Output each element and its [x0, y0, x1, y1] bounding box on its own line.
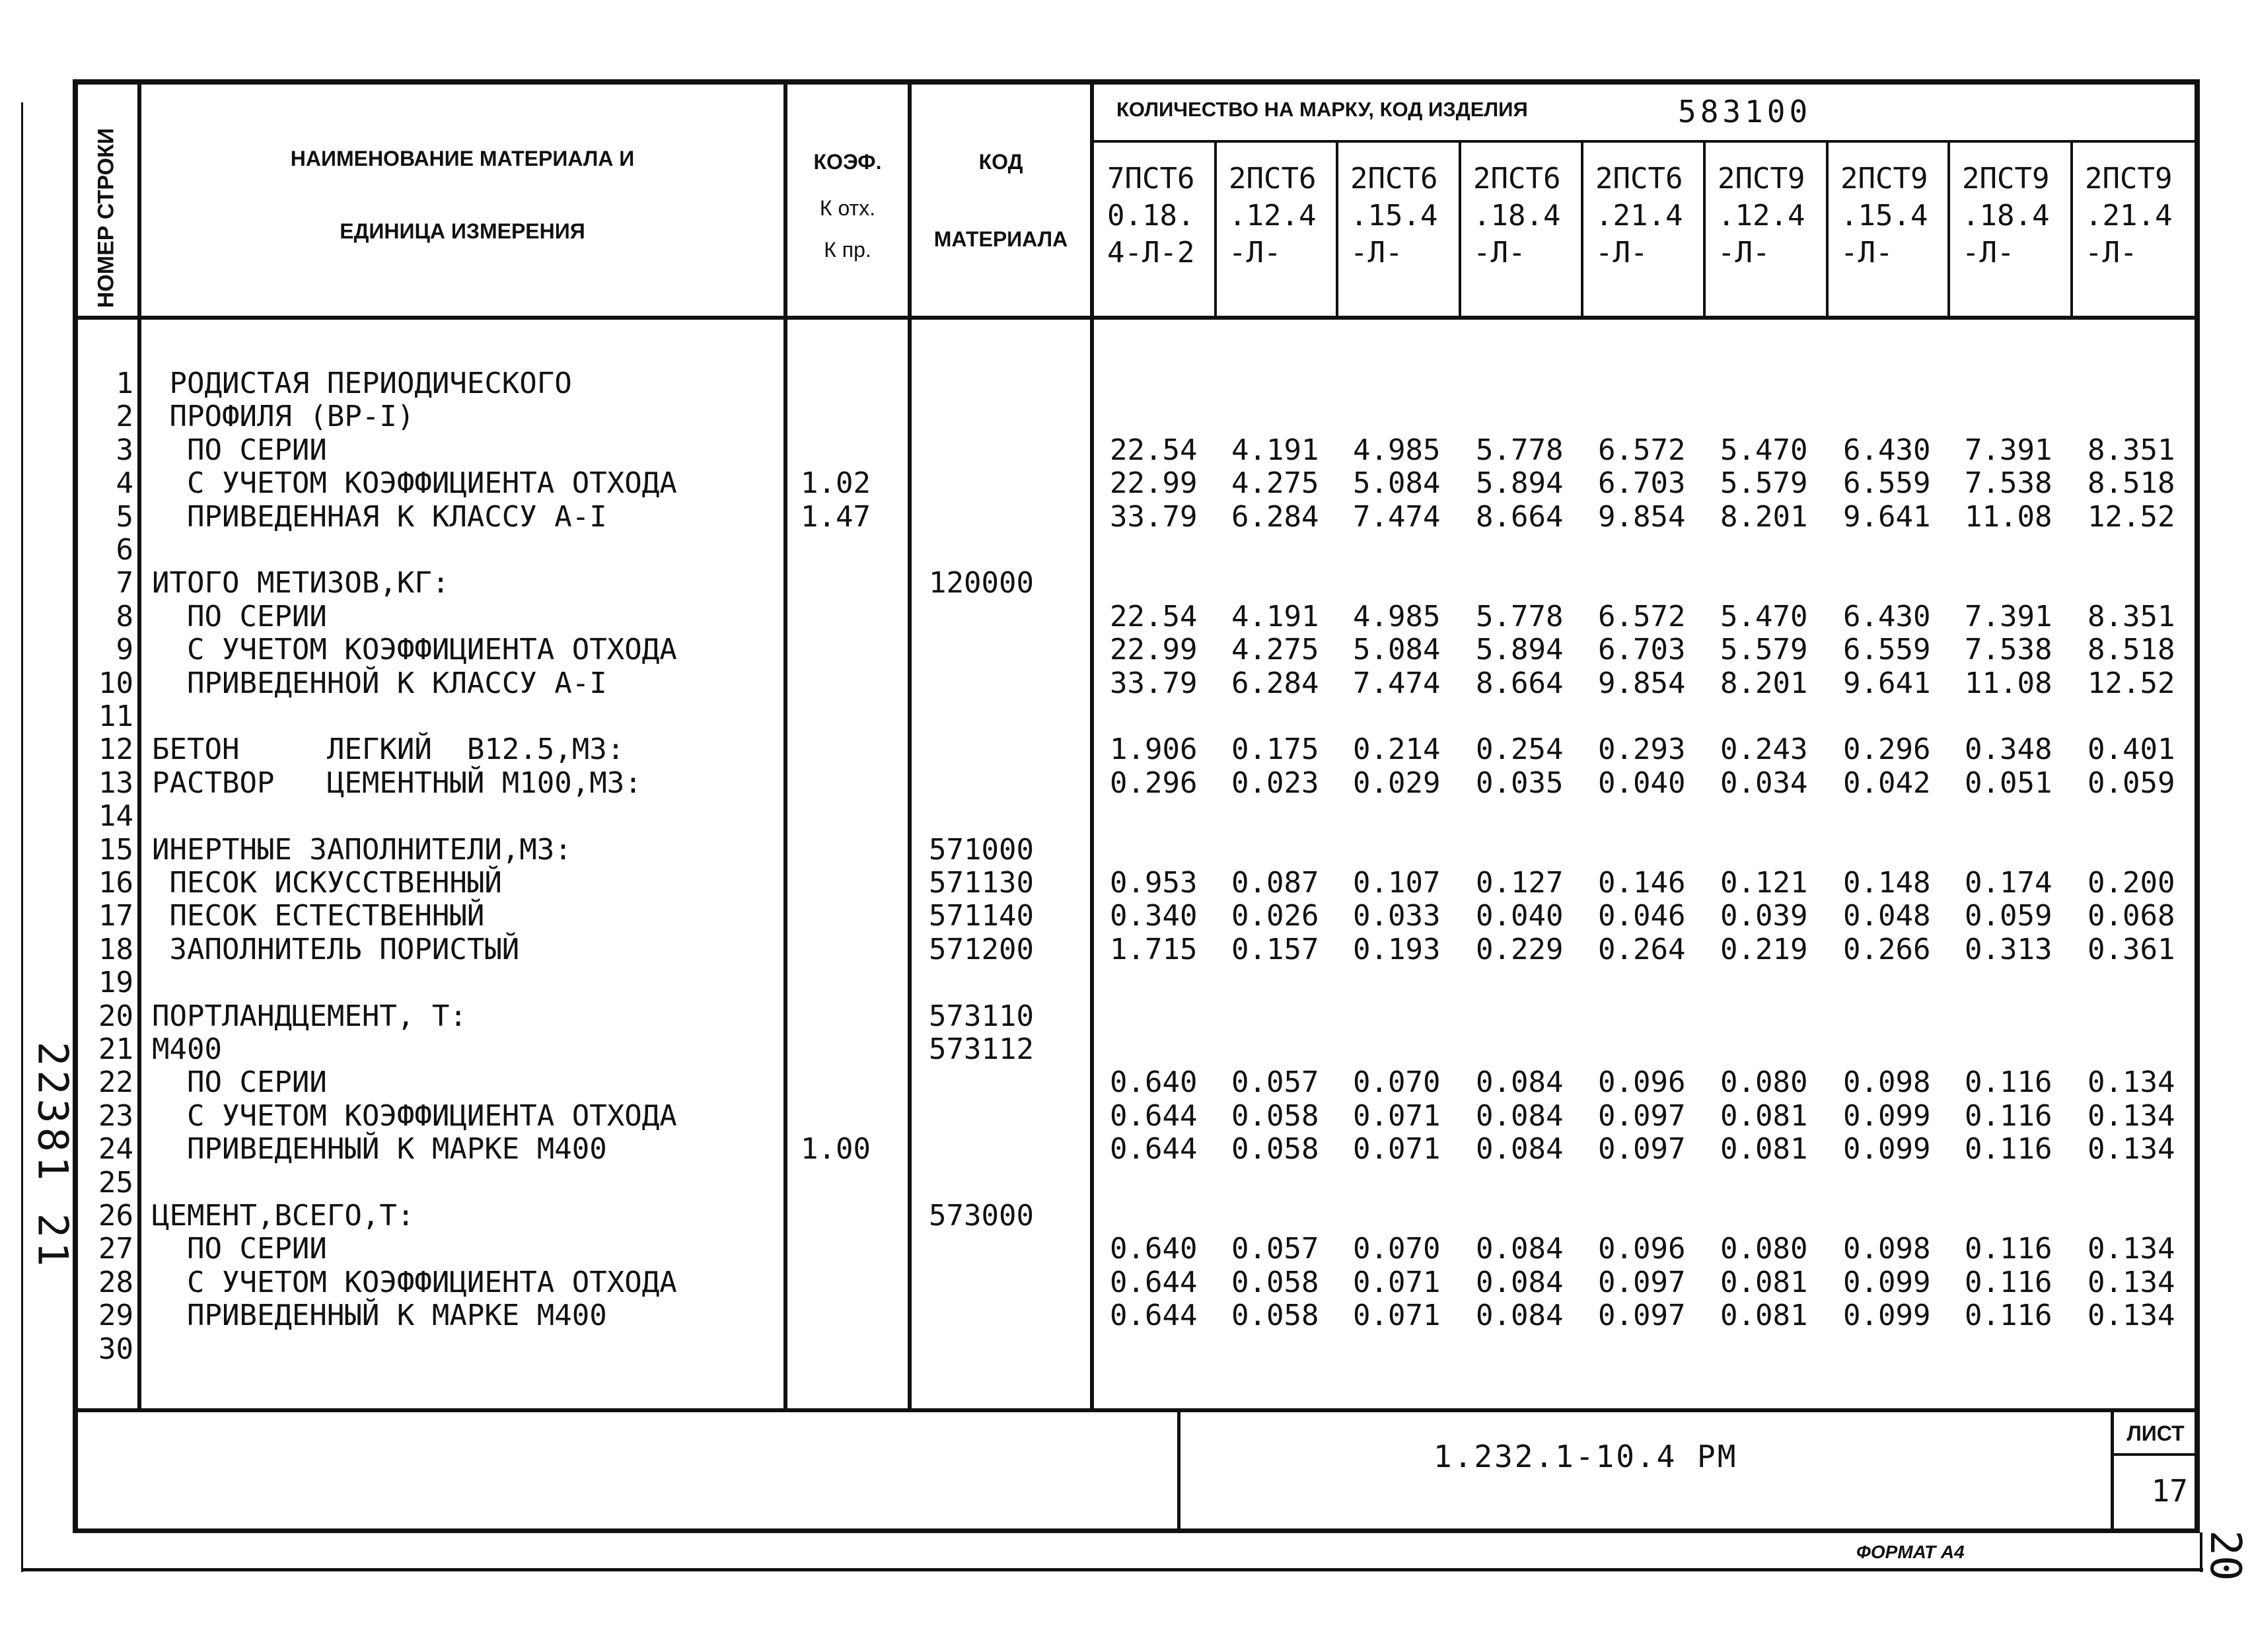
quantity-value: 0.034 — [1720, 766, 1808, 800]
product-mark-8-line-1: 2ПСТ9 — [1962, 162, 2050, 196]
material-name: М400 — [152, 1032, 222, 1066]
quantity-value: 0.071 — [1353, 1132, 1441, 1166]
quantity-value: 5.778 — [1476, 433, 1564, 467]
quantity-value: 7.391 — [1965, 433, 2052, 467]
quantity-value: 0.058 — [1231, 1266, 1319, 1299]
material-name: РАСТВОР ЦЕМЕНТНЫЙ М100,М3: — [152, 766, 642, 800]
row-number: 30 — [98, 1332, 133, 1366]
quantity-value: 0.058 — [1231, 1132, 1319, 1166]
coef-value: 1.00 — [801, 1132, 871, 1166]
code-header-line1: КОД — [978, 150, 1023, 174]
quantity-value: 0.348 — [1965, 733, 2052, 766]
quantity-value: 9.854 — [1598, 666, 1686, 700]
quantity-value: 0.116 — [1965, 1232, 2052, 1266]
product-mark-5-line-2: .21.4 — [1595, 199, 1683, 233]
quantity-value: 0.116 — [1965, 1132, 2052, 1166]
quantity-value: 0.200 — [2088, 866, 2175, 900]
quantity-value: 0.644 — [1110, 1099, 1198, 1133]
quantity-value: 0.084 — [1476, 1266, 1564, 1299]
quantity-value: 0.046 — [1598, 899, 1686, 933]
quantity-value: 0.023 — [1231, 766, 1319, 800]
material-name: С УЧЕТОМ КОЭФФИЦИЕНТА ОТХОДА — [152, 633, 677, 666]
product-code: 583100 — [1678, 94, 1812, 129]
quantity-value: 6.430 — [1843, 433, 1931, 467]
quantity-value: 8.518 — [2088, 466, 2175, 500]
row-number: 26 — [98, 1199, 133, 1233]
row-number: 11 — [98, 700, 133, 733]
product-mark-3-line-1: 2ПСТ6 — [1350, 162, 1438, 196]
product-mark-7-line-3: -Л- — [1840, 236, 1893, 269]
format-label: ФОРМАТ А4 — [1856, 1542, 1965, 1562]
row-number: 22 — [98, 1065, 133, 1099]
quantity-value: 7.538 — [1965, 633, 2052, 666]
product-mark-2-line-1: 2ПСТ6 — [1229, 162, 1317, 196]
quantity-value: 0.193 — [1353, 933, 1441, 966]
quantity-value: 0.087 — [1231, 866, 1319, 900]
quantity-value: 8.201 — [1720, 666, 1808, 700]
quantity-value: 0.068 — [2088, 899, 2175, 933]
row-number: 19 — [98, 966, 133, 999]
quantity-value: 9.854 — [1598, 500, 1686, 534]
quantity-value: 0.084 — [1476, 1132, 1564, 1166]
row-number: 20 — [98, 999, 133, 1033]
footer-rule-3 — [2111, 1453, 2198, 1456]
quantity-value: 1.715 — [1110, 933, 1198, 966]
quantity-value: 9.641 — [1843, 500, 1931, 534]
coef-value: 1.02 — [801, 466, 871, 500]
material-code: 573112 — [929, 1032, 1034, 1066]
quantity-value: 0.644 — [1110, 1299, 1198, 1332]
material-name: ИТОГО МЕТИЗОВ,КГ: — [152, 566, 450, 600]
quantity-value: 12.52 — [2088, 500, 2175, 534]
quantity-value: 0.059 — [2088, 766, 2175, 800]
material-name: ПРИВЕДЕННАЯ К КЛАССУ А-I — [152, 500, 607, 534]
quantity-value: 0.296 — [1843, 733, 1931, 766]
row-number: 29 — [98, 1299, 133, 1332]
quantity-value: 4.275 — [1231, 633, 1319, 666]
quantity-value: 0.296 — [1110, 766, 1198, 800]
product-mark-6-line-3: -Л- — [1718, 236, 1770, 269]
quantity-value: 0.134 — [2088, 1232, 2175, 1266]
quantity-value: 0.134 — [2088, 1266, 2175, 1299]
quantity-value: 5.579 — [1720, 633, 1808, 666]
product-mark-1-line-3: 4-Л-2 — [1107, 236, 1195, 269]
table-bottom-line — [73, 1408, 2200, 1412]
product-col-rule — [2070, 141, 2073, 317]
document-code: 1.232.1-10.4 РМ — [1434, 1439, 1738, 1474]
product-mark-4-line-3: -Л- — [1473, 236, 1526, 269]
product-mark-9-line-3: -Л- — [2085, 236, 2138, 269]
quantity-value: 5.579 — [1720, 466, 1808, 500]
quantity-value: 0.640 — [1110, 1232, 1198, 1266]
material-name: ПОРТЛАНДЦЕМЕНТ, Т: — [152, 999, 467, 1033]
quantity-value: 0.035 — [1476, 766, 1564, 800]
quantity-value: 0.401 — [2088, 733, 2175, 766]
sheet-label: ЛИСТ — [2126, 1421, 2185, 1445]
quantity-value: 0.058 — [1231, 1299, 1319, 1332]
quantity-value: 0.313 — [1965, 933, 2052, 966]
quantity-value: 0.071 — [1353, 1299, 1441, 1332]
row-number: 7 — [116, 566, 133, 600]
material-code: 571140 — [929, 899, 1034, 933]
quantity-value: 8.351 — [2088, 600, 2175, 633]
material-code: 571000 — [929, 833, 1034, 867]
material-name: ПО СЕРИИ — [152, 1232, 327, 1266]
quantity-value: 0.644 — [1110, 1266, 1198, 1299]
material-code: 573110 — [929, 999, 1034, 1033]
product-mark-8-line-3: -Л- — [1962, 236, 2015, 269]
header-bottom-line — [73, 316, 2200, 320]
row-number: 28 — [98, 1266, 133, 1299]
quantity-value: 0.099 — [1843, 1099, 1931, 1133]
quantity-value: 0.148 — [1843, 866, 1931, 900]
quantity-value: 12.52 — [2088, 666, 2175, 700]
quantity-value: 0.116 — [1965, 1266, 2052, 1299]
quantity-value: 6.430 — [1843, 600, 1931, 633]
coef-header-line3: К пр. — [824, 238, 871, 262]
quantity-value: 0.146 — [1598, 866, 1686, 900]
quantity-header: КОЛИЧЕСТВО НА МАРКУ, КОД ИЗДЕЛИЯ — [1116, 98, 1528, 121]
quantity-value: 0.254 — [1476, 733, 1564, 766]
material-name: С УЧЕТОМ КОЭФФИЦИЕНТА ОТХОДА — [152, 466, 677, 500]
quantity-value: 4.275 — [1231, 466, 1319, 500]
quantity-value: 0.029 — [1353, 766, 1441, 800]
quantity-value: 7.474 — [1353, 666, 1441, 700]
material-name: ПО СЕРИИ — [152, 433, 327, 467]
quantity-value: 0.057 — [1231, 1065, 1319, 1099]
product-mark-6-line-2: .12.4 — [1718, 199, 1805, 233]
quantity-value: 0.058 — [1231, 1099, 1319, 1133]
quantity-value: 0.081 — [1720, 1132, 1808, 1166]
material-name: ЗАПОЛНИТЕЛЬ ПОРИСТЫЙ — [152, 933, 520, 966]
quantity-value: 5.894 — [1476, 466, 1564, 500]
quantity-value: 0.084 — [1476, 1065, 1564, 1099]
row-number: 1 — [116, 367, 133, 400]
quantity-value: 0.084 — [1476, 1232, 1564, 1266]
quantity-value: 0.098 — [1843, 1065, 1931, 1099]
row-number: 25 — [98, 1166, 133, 1200]
quantity-value: 0.070 — [1353, 1232, 1441, 1266]
quantity-value: 0.040 — [1476, 899, 1564, 933]
quantity-value: 0.229 — [1476, 933, 1564, 966]
quantity-value: 0.081 — [1720, 1299, 1808, 1332]
quantity-value: 6.572 — [1598, 600, 1686, 633]
product-col-rule — [1459, 141, 1461, 317]
product-col-rule — [1336, 141, 1338, 317]
material-name: ПРИВЕДЕННЫЙ К МАРКЕ М400 — [152, 1299, 607, 1332]
product-mark-2-line-2: .12.4 — [1229, 199, 1317, 233]
quantity-value: 0.080 — [1720, 1232, 1808, 1266]
product-mark-9-line-2: .21.4 — [2085, 199, 2173, 233]
quantity-value: 22.54 — [1110, 433, 1198, 467]
quantity-header-line — [1091, 140, 2200, 143]
quantity-value: 0.214 — [1353, 733, 1441, 766]
quantity-value: 0.116 — [1965, 1299, 2052, 1332]
quantity-value: 33.79 — [1110, 666, 1198, 700]
row-number-header: НОМЕР СТРОКИ — [93, 127, 119, 308]
product-mark-7-line-2: .15.4 — [1840, 199, 1928, 233]
row-number: 13 — [98, 766, 133, 800]
quantity-value: 6.703 — [1598, 633, 1686, 666]
product-mark-4-line-1: 2ПСТ6 — [1473, 162, 1561, 196]
col-rule-2 — [783, 79, 787, 1410]
quantity-value: 0.097 — [1598, 1299, 1686, 1332]
material-code: 571200 — [929, 933, 1034, 966]
material-name: ПРОФИЛЯ (ВР-I) — [152, 400, 415, 433]
quantity-value: 0.264 — [1598, 933, 1686, 966]
quantity-value: 0.953 — [1110, 866, 1198, 900]
product-col-rule — [1214, 141, 1217, 317]
product-mark-9-line-1: 2ПСТ9 — [2085, 162, 2173, 196]
quantity-value: 0.116 — [1965, 1065, 2052, 1099]
quantity-value: 0.157 — [1231, 933, 1319, 966]
quantity-value: 0.266 — [1843, 933, 1931, 966]
quantity-value: 0.096 — [1598, 1232, 1686, 1266]
name-header-line2: ЕДИНИЦА ИЗМЕРЕНИЯ — [340, 219, 585, 243]
outer-frame-top — [73, 79, 2200, 85]
material-name: ПРИВЕДЕННЫЙ К МАРКЕ М400 — [152, 1132, 607, 1166]
col-rule-3 — [908, 79, 912, 1410]
quantity-value: 0.040 — [1598, 766, 1686, 800]
row-number: 21 — [98, 1032, 133, 1066]
quantity-value: 5.470 — [1720, 600, 1808, 633]
row-number: 4 — [116, 466, 133, 500]
quantity-value: 0.059 — [1965, 899, 2052, 933]
quantity-value: 6.284 — [1231, 666, 1319, 700]
quantity-value: 5.894 — [1476, 633, 1564, 666]
quantity-value: 0.219 — [1720, 933, 1808, 966]
material-name: ИНЕРТНЫЕ ЗАПОЛНИТЕЛИ,М3: — [152, 833, 572, 867]
product-col-rule — [1826, 141, 1829, 317]
quantity-value: 0.071 — [1353, 1099, 1441, 1133]
row-number: 18 — [98, 933, 133, 966]
product-mark-3-line-2: .15.4 — [1350, 199, 1438, 233]
quantity-value: 22.99 — [1110, 466, 1198, 500]
material-name: ПО СЕРИИ — [152, 1065, 327, 1099]
outer-frame-right — [2195, 79, 2200, 1532]
outer-frame-bottom — [73, 1528, 2200, 1533]
quantity-value: 8.518 — [2088, 633, 2175, 666]
quantity-value: 8.201 — [1720, 500, 1808, 534]
material-name: С УЧЕТОМ КОЭФФИЦИЕНТА ОТХОДА — [152, 1099, 677, 1133]
material-name: БЕТОН ЛЕГКИЙ В12.5,М3: — [152, 733, 625, 766]
col-rule-1 — [137, 79, 141, 1410]
quantity-value: 4.191 — [1231, 433, 1319, 467]
quantity-value: 0.175 — [1231, 733, 1319, 766]
quantity-value: 0.243 — [1720, 733, 1808, 766]
quantity-value: 5.084 — [1353, 466, 1441, 500]
product-col-rule — [1581, 141, 1583, 317]
quantity-value: 0.174 — [1965, 866, 2052, 900]
quantity-value: 0.051 — [1965, 766, 2052, 800]
quantity-value: 0.134 — [2088, 1132, 2175, 1166]
material-code: 120000 — [929, 566, 1034, 600]
quantity-value: 1.906 — [1110, 733, 1198, 766]
material-name: ПЕСОК ЕСТЕСТВЕННЫЙ — [152, 899, 485, 933]
material-name: ПО СЕРИИ — [152, 600, 327, 633]
quantity-value: 0.084 — [1476, 1099, 1564, 1133]
material-code: 573000 — [929, 1199, 1034, 1233]
quantity-value: 0.084 — [1476, 1299, 1564, 1332]
quantity-value: 0.099 — [1843, 1266, 1931, 1299]
quantity-value: 0.099 — [1843, 1299, 1931, 1332]
coef-header-line1: КОЭФ. — [813, 150, 882, 174]
trim-bottom-line — [23, 1568, 2203, 1571]
product-mark-5-line-1: 2ПСТ6 — [1595, 162, 1683, 196]
quantity-value: 4.985 — [1353, 600, 1441, 633]
row-number: 8 — [116, 600, 133, 633]
row-number: 5 — [116, 500, 133, 534]
quantity-value: 0.070 — [1353, 1065, 1441, 1099]
quantity-value: 0.081 — [1720, 1266, 1808, 1299]
product-mark-6-line-1: 2ПСТ9 — [1718, 162, 1805, 196]
quantity-value: 6.572 — [1598, 433, 1686, 467]
material-name: ПРИВЕДЕННОЙ К КЛАССУ А-I — [152, 666, 607, 700]
quantity-value: 5.470 — [1720, 433, 1808, 467]
quantity-value: 6.284 — [1231, 500, 1319, 534]
quantity-value: 6.559 — [1843, 466, 1931, 500]
quantity-value: 5.084 — [1353, 633, 1441, 666]
row-number: 3 — [116, 433, 133, 467]
quantity-value: 0.097 — [1598, 1266, 1686, 1299]
quantity-value: 5.778 — [1476, 600, 1564, 633]
quantity-value: 0.080 — [1720, 1065, 1808, 1099]
product-mark-7-line-1: 2ПСТ9 — [1840, 162, 1928, 196]
row-number: 24 — [98, 1132, 133, 1166]
row-number: 9 — [116, 633, 133, 666]
row-number: 15 — [98, 833, 133, 867]
quantity-value: 0.107 — [1353, 866, 1441, 900]
quantity-value: 0.640 — [1110, 1065, 1198, 1099]
material-name: С УЧЕТОМ КОЭФФИЦИЕНТА ОТХОДА — [152, 1266, 677, 1299]
quantity-value: 0.127 — [1476, 866, 1564, 900]
row-number: 17 — [98, 899, 133, 933]
quantity-value: 11.08 — [1965, 666, 2052, 700]
quantity-value: 0.134 — [2088, 1065, 2175, 1099]
trim-left-line — [21, 102, 23, 1572]
quantity-value: 4.191 — [1231, 600, 1319, 633]
row-number: 27 — [98, 1232, 133, 1266]
quantity-value: 0.042 — [1843, 766, 1931, 800]
quantity-value: 0.644 — [1110, 1132, 1198, 1166]
code-header-line2: МАТЕРИАЛА — [933, 227, 1068, 251]
quantity-value: 9.641 — [1843, 666, 1931, 700]
material-code: 571130 — [929, 866, 1034, 900]
material-name: ЦЕМЕНТ,ВСЕГО,Т: — [152, 1199, 415, 1233]
row-number: 23 — [98, 1099, 133, 1133]
quantity-value: 0.039 — [1720, 899, 1808, 933]
product-mark-1-line-2: 0.18. — [1107, 199, 1195, 233]
quantity-value: 0.081 — [1720, 1099, 1808, 1133]
quantity-value: 6.559 — [1843, 633, 1931, 666]
quantity-value: 0.121 — [1720, 866, 1808, 900]
coef-header-line2: К отх. — [819, 196, 876, 220]
quantity-value: 0.098 — [1843, 1232, 1931, 1266]
product-col-rule — [1947, 141, 1950, 317]
quantity-value: 6.703 — [1598, 466, 1686, 500]
name-header-line1: НАИМЕНОВАНИЕ МАТЕРИАЛА И — [290, 147, 635, 170]
quantity-value: 0.099 — [1843, 1132, 1931, 1166]
col-rule-4 — [1090, 79, 1094, 1410]
quantity-value: 11.08 — [1965, 500, 2052, 534]
coef-value: 1.47 — [801, 500, 871, 534]
corner-number: 20 — [2200, 1530, 2249, 1581]
product-mark-1-line-1: 7ПСТ6 — [1107, 162, 1195, 196]
quantity-value: 0.340 — [1110, 899, 1198, 933]
product-mark-4-line-2: .18.4 — [1473, 199, 1561, 233]
quantity-value: 7.538 — [1965, 466, 2052, 500]
quantity-value: 22.54 — [1110, 600, 1198, 633]
outer-frame-left — [73, 79, 78, 1532]
quantity-value: 0.071 — [1353, 1266, 1441, 1299]
quantity-value: 0.097 — [1598, 1132, 1686, 1166]
quantity-value: 7.474 — [1353, 500, 1441, 534]
quantity-value: 33.79 — [1110, 500, 1198, 534]
product-col-rule — [1703, 141, 1706, 317]
quantity-value: 8.664 — [1476, 500, 1564, 534]
quantity-value: 7.391 — [1965, 600, 2052, 633]
quantity-value: 4.985 — [1353, 433, 1441, 467]
quantity-value: 0.293 — [1598, 733, 1686, 766]
quantity-value: 8.351 — [2088, 433, 2175, 467]
quantity-value: 0.026 — [1231, 899, 1319, 933]
quantity-value: 22.99 — [1110, 633, 1198, 666]
row-number: 16 — [98, 866, 133, 900]
quantity-value: 0.097 — [1598, 1099, 1686, 1133]
row-number: 12 — [98, 733, 133, 766]
quantity-value: 8.664 — [1476, 666, 1564, 700]
quantity-value: 0.033 — [1353, 899, 1441, 933]
sheet-number: 17 — [2151, 1473, 2188, 1509]
product-mark-5-line-3: -Л- — [1595, 236, 1648, 269]
material-name: РОДИСТАЯ ПЕРИОДИЧЕСКОГО — [152, 367, 572, 400]
row-number: 2 — [116, 400, 133, 433]
quantity-value: 0.134 — [2088, 1299, 2175, 1332]
material-name: ПЕСОК ИСКУССТВЕННЫЙ — [152, 866, 502, 900]
quantity-value: 0.096 — [1598, 1065, 1686, 1099]
side-number: 22381 21 — [28, 1041, 77, 1271]
quantity-value: 0.116 — [1965, 1099, 2052, 1133]
row-number: 14 — [98, 799, 133, 833]
quantity-value: 0.361 — [2088, 933, 2175, 966]
quantity-value: 0.134 — [2088, 1099, 2175, 1133]
product-mark-2-line-3: -Л- — [1229, 236, 1282, 269]
row-number: 10 — [98, 666, 133, 700]
footer-rule-1 — [1177, 1410, 1180, 1531]
quantity-value: 0.048 — [1843, 899, 1931, 933]
product-mark-3-line-3: -Л- — [1350, 236, 1403, 269]
product-mark-8-line-2: .18.4 — [1962, 199, 2050, 233]
quantity-value: 0.057 — [1231, 1232, 1319, 1266]
row-number: 6 — [116, 533, 133, 567]
